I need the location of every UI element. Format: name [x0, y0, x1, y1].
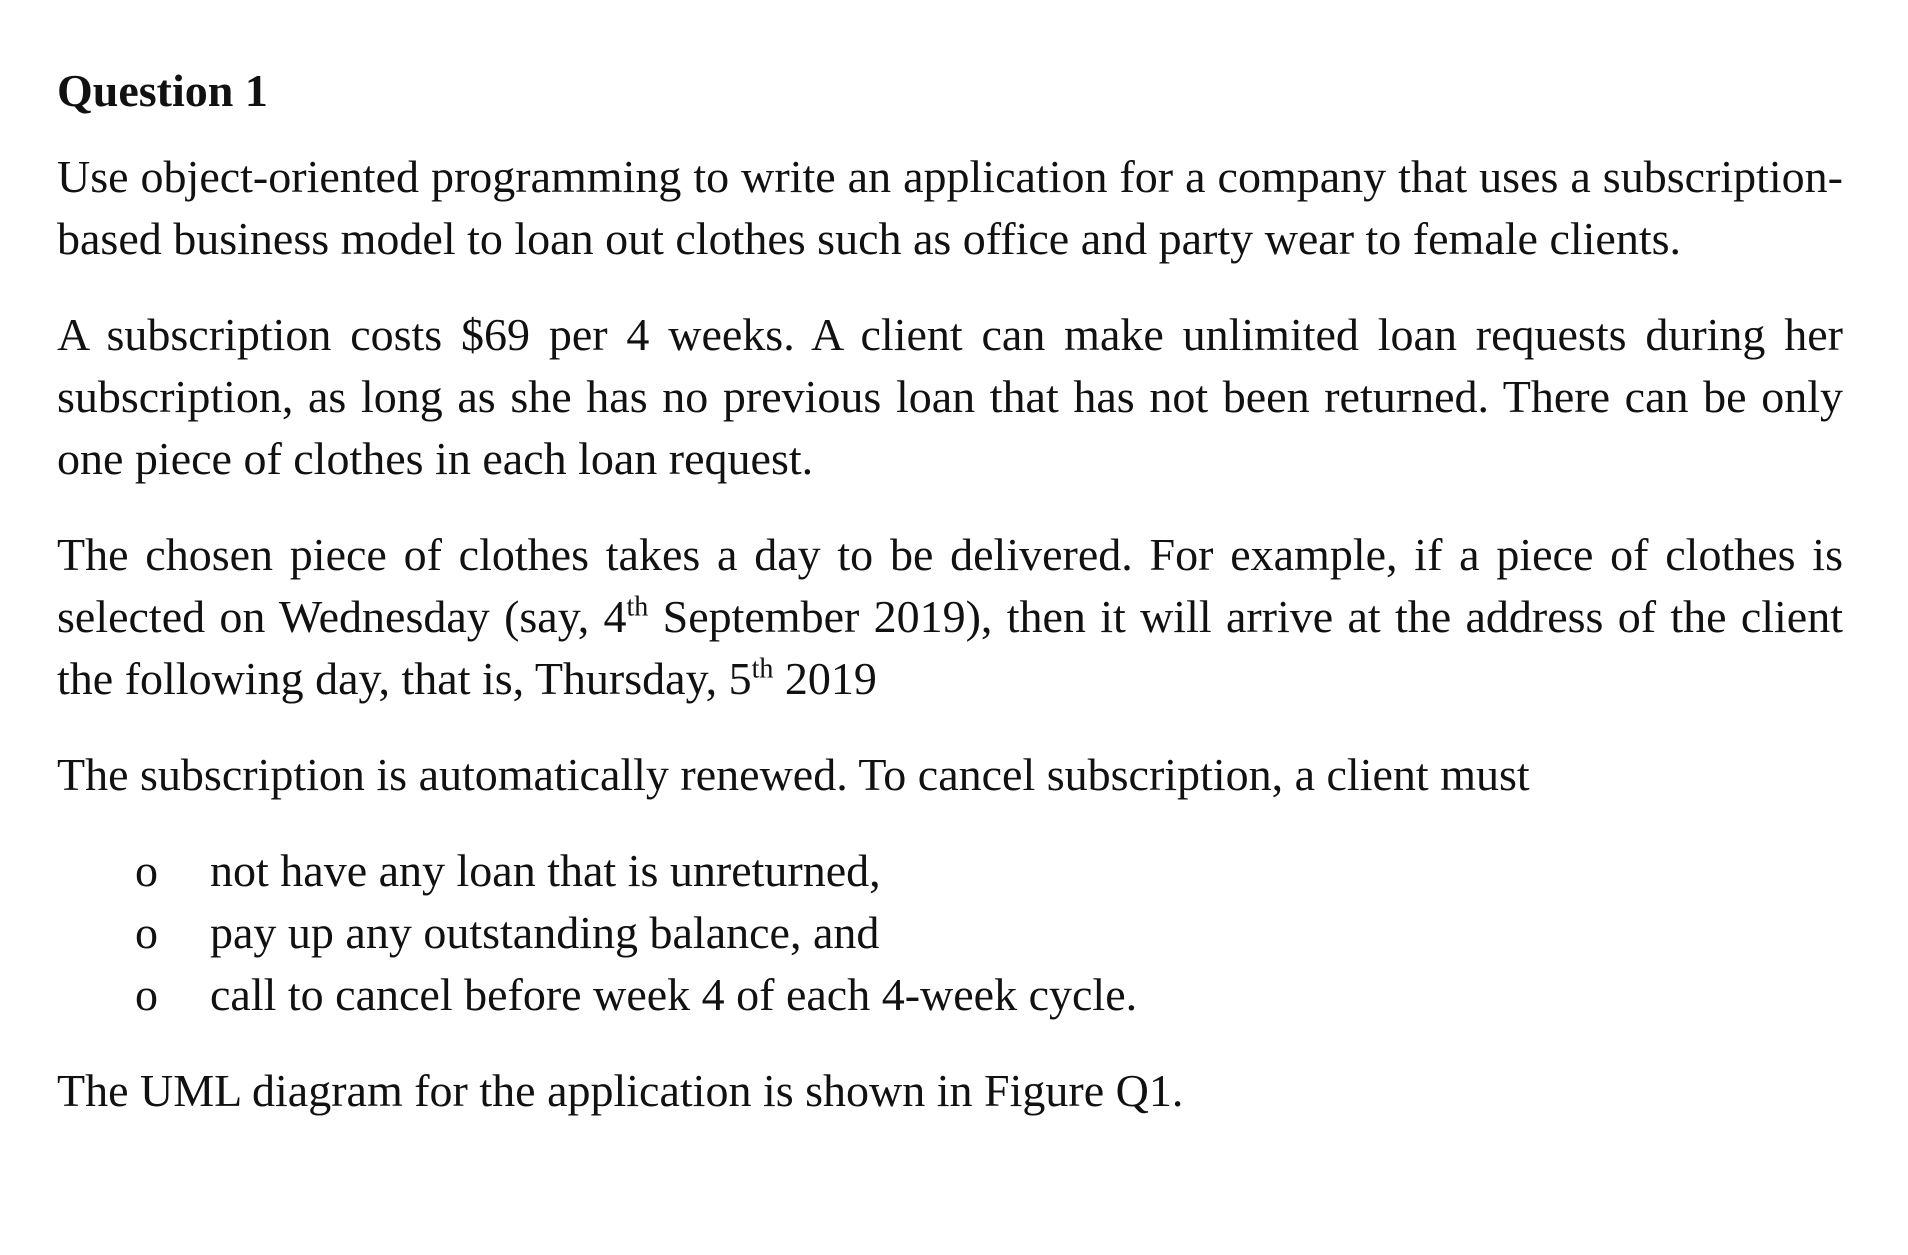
ordinal-suffix-1: th — [626, 591, 649, 623]
paragraph-renewal: The subscription is automatically renewed. To cancel subscription, a client must — [57, 749, 1530, 800]
paragraph-delivery — [57, 524, 1843, 710]
paragraph-subscription-cost: A subscription costs $69 per 4 weeks. A client can make unlimited loan requests during her subscription, as long as she has no previous loan that has not been returned. There can be only one piece of clothes in each loan request. — [57, 309, 1843, 484]
bullet-marker: o — [135, 969, 158, 1020]
document-page — [57, 60, 1843, 1156]
ordinal-suffix-2: th — [751, 653, 774, 685]
bullet-marker: o — [135, 907, 158, 958]
list-item-text: not have any loan that is unreturned, — [210, 845, 881, 896]
list-item — [135, 964, 1843, 1026]
list-item-text: call to cancel before week 4 of each 4-week cycle. — [210, 969, 1138, 1020]
delivery-text-part-3: 2019 — [773, 653, 877, 704]
delivery-text-part-1: The chosen piece of clothes takes a day to be delivered. For example, if a piece of clothes is selected on Wednesday (say, 4 — [57, 529, 1843, 642]
bullet-marker: o — [135, 845, 158, 896]
question-title: Question 1 — [57, 65, 268, 116]
list-item — [135, 840, 1843, 902]
paragraph-uml-reference: The UML diagram for the application is shown in Figure Q1. — [57, 1065, 1184, 1116]
delivery-text-part-2: September 2019), then it will arrive at the address of the client the following day, that is, Thursday, 5 — [57, 591, 1844, 704]
cancel-conditions-list — [57, 840, 1843, 1026]
list-item — [135, 902, 1843, 964]
list-item-text: pay up any outstanding balance, and — [210, 907, 880, 958]
paragraph-intro: Use object-oriented programming to write an application for a company that uses a subscription-based business model to loan out clothes such as office and party wear to female clients. — [57, 151, 1843, 264]
